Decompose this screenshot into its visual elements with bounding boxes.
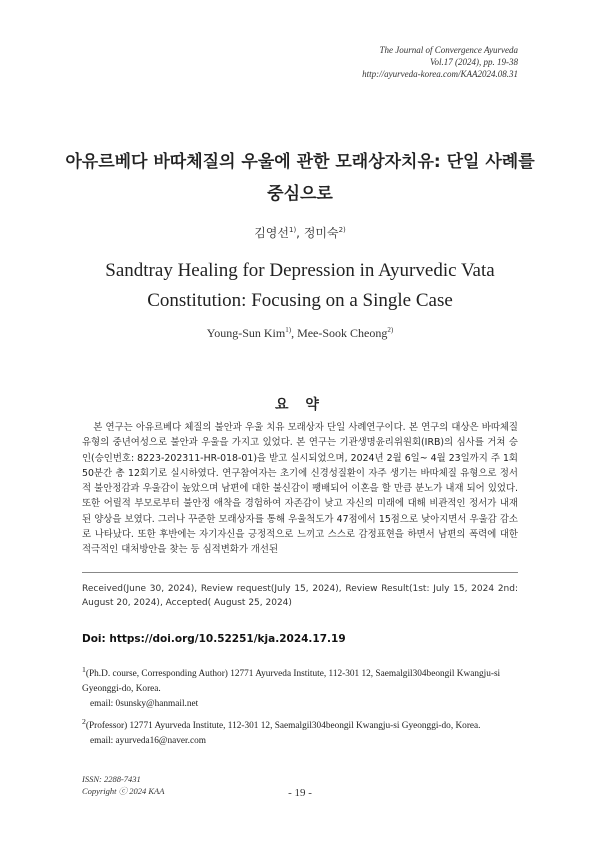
footnotes [82,662,522,751]
author-1-korean: 김영선 [254,226,289,240]
title-english: Sandtray Healing for Depression in Ayurvedic Vata Constitution: Focusing on a Single Case [105,260,495,311]
abstract-heading: 요 약 [275,397,325,413]
authors-english [0,326,600,341]
title-korean: 아유르베다 바따체질의 우울에 관한 모래상자치유: 단일 사례를 중심으로 [65,152,535,204]
issn: ISSN: 2288-7431 [82,774,141,784]
author-2-korean: 정미숙 [303,226,339,240]
footnote-1-email[interactable]: email: 0sunsky@hanmail.net [90,699,199,710]
footnote-1-text: (Ph.D. course, Corresponding Author) 12771 Ayurveda Institute, 112-301 12, Saemalgil304beongil Kwangju-si Gyeonggi-do, Korea. [82,669,501,695]
author-separator-english: , [291,326,298,340]
authors-korean [0,224,600,241]
abstract-body: 본 연구는 아유르베다 체질의 불안과 우울 치유 모래상자 단일 사례연구이다. 본 연구의 대상은 바따체질 유형의 중년여성으로 불안과 우울을 가지고 있었다. 본 연구는 기관생명윤리위원회(IRB)의 심사를 거쳐 승인(승인번호: 8223-202311-HR-018-01)을 받고 실시되었으며, 2024년 2월 6일~ 4월 23일까지 주 1회 50분간 총 12회기로 실시하였다. 연구참여자는 초기에 신경성질환이 자주 생기는 바따체질 유형으로 정서적 불안정감과 우울감이 높았으며 남편에 대한 불신감이 팽배되어 이혼을 할 만큼 분노가 내재 되어 있었다. 또한 어릴적 부모로부터 불안정 애착을 경험하여 자존감이 낮고 자신의 미래에 대해 비관적인 정서가 내재 된 양상을 보였다. 그러나 꾸준한 모래상자를 통해 우울척도가 47점에서 15점으로 낮아지면서 우울감 감소로 나타났다. 또한 후반에는 자기자신을 긍정적으로 느끼고 스스로 감정표현을 하면서 남편의 폭력에 대한 적극적인 대처방안을 찾는 등 심적변화가 개선된 [82,422,518,556]
footnote-1-mark: 1 [82,665,86,674]
journal-header [362,44,518,80]
author-separator-korean: , [296,226,304,240]
page-number: - 19 - [288,787,312,799]
footnote-1 [82,662,522,712]
doi-link[interactable]: Doi: https://doi.org/10.52251/kja.2024.17.19 [82,633,346,645]
journal-url[interactable]: http://ayurveda-korea.com/KAA2024.08.31 [362,69,518,79]
author-1-english-affil: 1) [285,326,292,334]
footnote-2 [82,714,522,749]
footnote-2-mark: 2 [82,717,86,727]
footnote-2-text: (Professor) 12771 Ayurveda Institute, 112-301 12, Saemalgil304beongil Kwangju-si Gyeonggi-do, Korea. [85,721,481,732]
footnote-2-email[interactable]: email: ayurveda16@naver.com [90,736,206,747]
author-2-english: Mee-Sook Cheong [297,326,388,340]
journal-volume: Vol.17 (2024), pp. 19-38 [430,57,518,67]
author-1-korean-affil: 1) [288,226,297,234]
author-2-korean-affil: 2) [338,226,346,234]
author-1-english: Young-Sun Kim [206,326,286,340]
journal-name: The Journal of Convergence Ayurveda [379,45,518,55]
footnote-divider [82,572,518,573]
author-2-english-affil: 2) [387,326,394,334]
copyright: Copyright ⓒ 2024 KAA [82,786,165,796]
received-dates: Received(June 30, 2024), Review request(July 15, 2024), Review Result(1st: July 15, 2024 2nd: August 20, 2024), Accepted( August 25, 2024) [82,584,518,608]
